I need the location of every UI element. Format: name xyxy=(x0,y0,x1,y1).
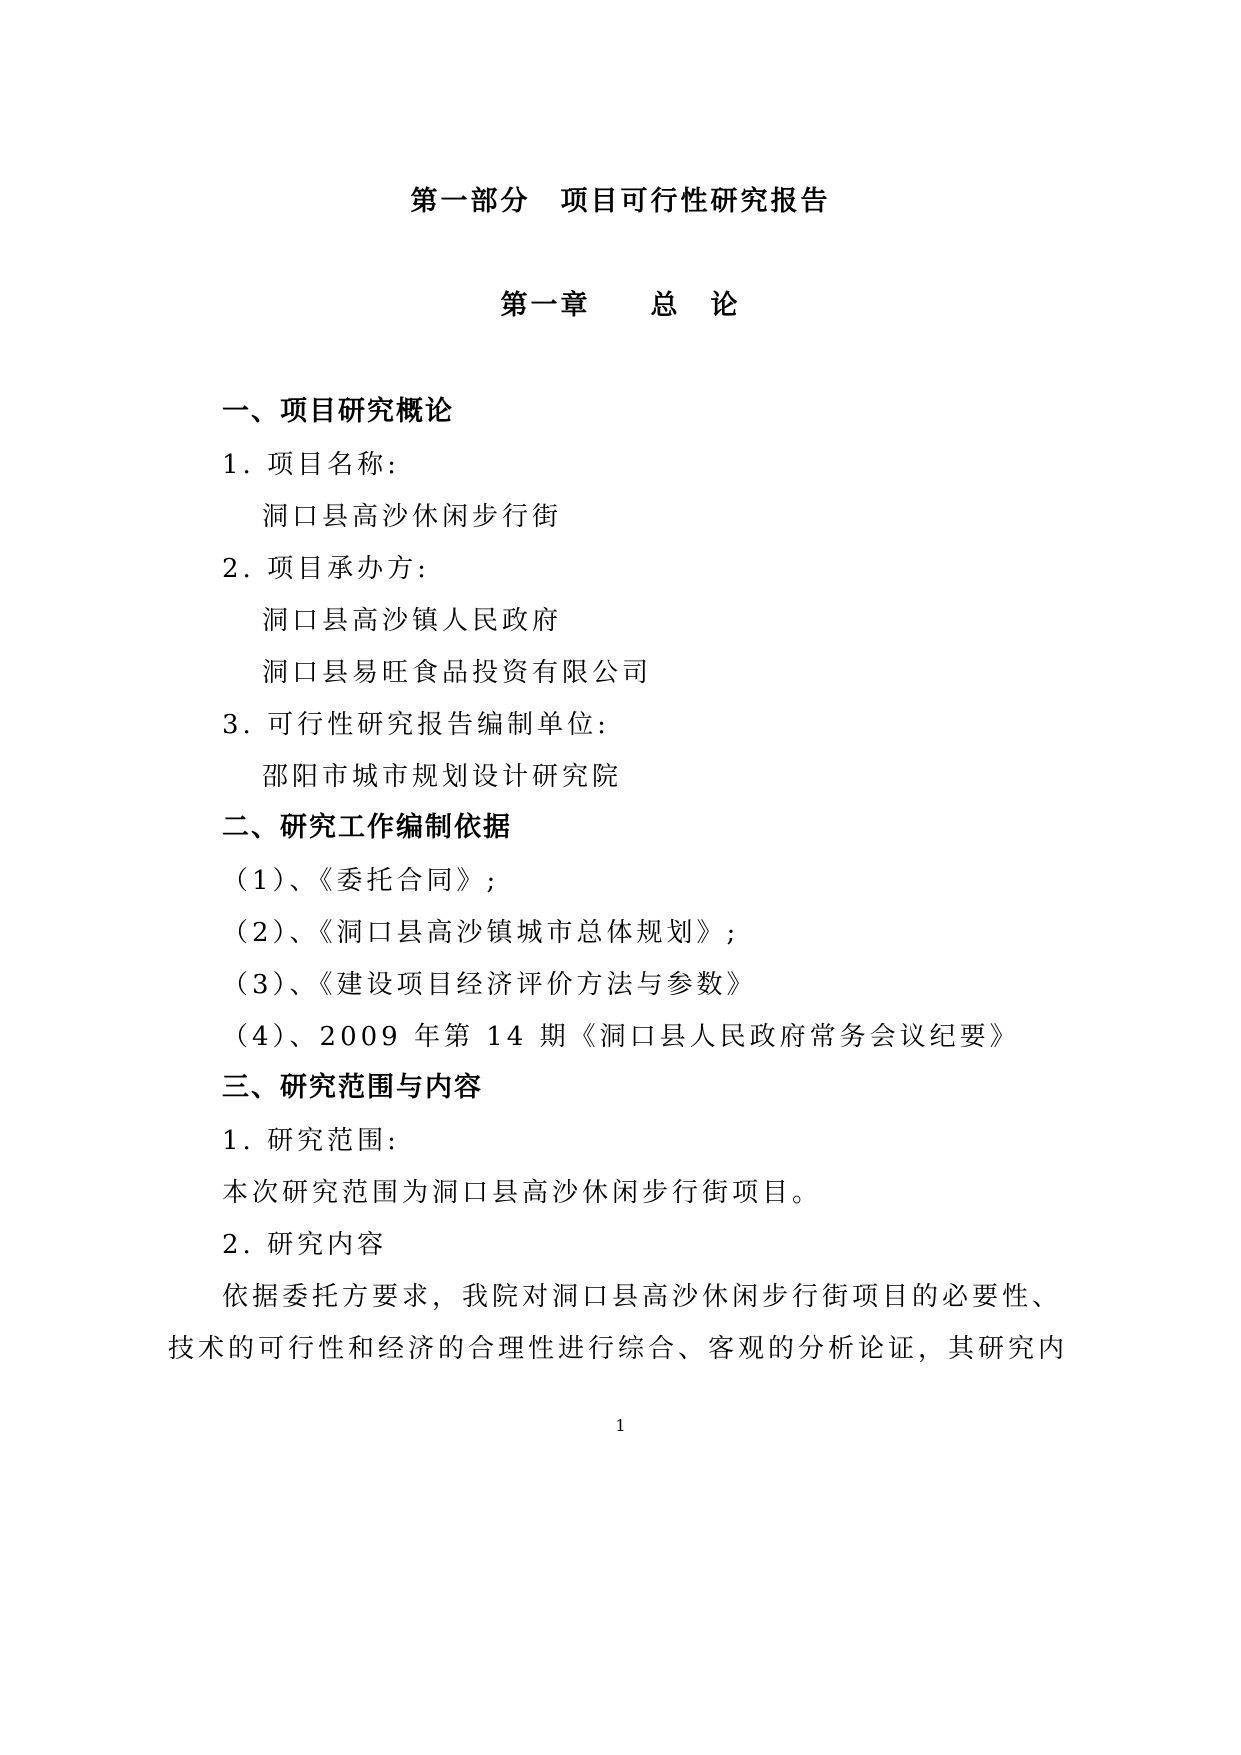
project-name-label: 1. 项目名称: xyxy=(222,450,400,480)
page-number: 1 xyxy=(615,1416,626,1435)
report-unit-label: 3. 可行性研究报告编制单位: xyxy=(222,710,610,740)
project-name-value: 洞口县高沙休闲步行街 xyxy=(262,502,563,532)
content-label: 2. 研究内容 xyxy=(222,1230,388,1260)
basis-item-1: （1）、《委托合同》; xyxy=(222,866,500,896)
scope-label: 1. 研究范围: xyxy=(222,1126,400,1156)
content-paragraph-line-1: 依据委托方要求，我院对洞口县高沙休闲步行街项目的必要性、 xyxy=(222,1282,1063,1312)
project-organizer-value-1: 洞口县高沙镇人民政府 xyxy=(262,606,563,636)
part-title: 第一部分 项目可行性研究报告 xyxy=(410,186,831,217)
section-heading-3: 三、研究范围与内容 xyxy=(222,1072,483,1103)
project-organizer-value-2: 洞口县易旺食品投资有限公司 xyxy=(262,658,653,688)
basis-item-3: （3）、《建设项目经济评价方法与参数》 xyxy=(222,970,757,1000)
project-organizer-label: 2. 项目承办方: xyxy=(222,554,430,584)
basis-item-2: （2）、《洞口县高沙镇城市总体规划》; xyxy=(222,918,740,948)
chapter-title: 第一章 总 论 xyxy=(500,290,741,321)
section-heading-1: 一、项目研究概论 xyxy=(222,396,454,427)
scope-text: 本次研究范围为洞口县高沙休闲步行街项目。 xyxy=(222,1178,823,1208)
content-paragraph-line-2: 技术的可行性和经济的合理性进行综合、客观的分析论证，其研究内 xyxy=(168,1334,1069,1364)
section-heading-2: 二、研究工作编制依据 xyxy=(222,812,512,843)
report-unit-value: 邵阳市城市规划设计研究院 xyxy=(262,762,623,792)
basis-item-4: （4）、2009 年第 14 期《洞口县人民政府常务会议纪要》 xyxy=(222,1022,1020,1052)
